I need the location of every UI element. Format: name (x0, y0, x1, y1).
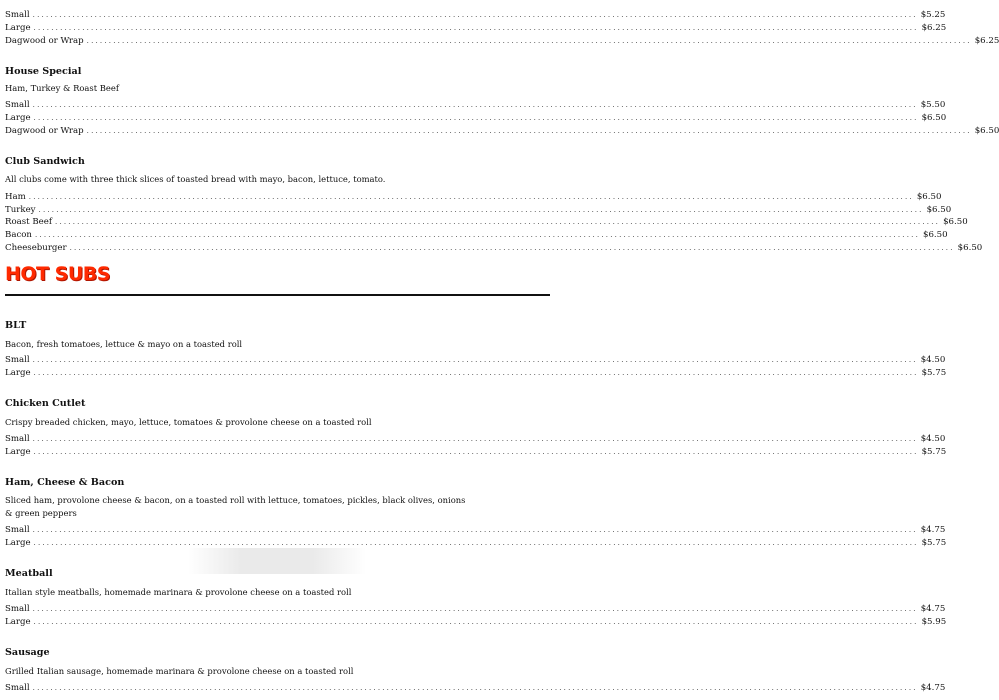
item-size: Small (5, 525, 30, 535)
dot-leader: ........................................................................................................................................................................................................ (32, 356, 918, 364)
price-row (5, 242, 983, 255)
dot-leader: ........................................................................................................................................................................................................ (33, 24, 919, 32)
item-price: $4.50 (920, 434, 946, 444)
item-size: Small (5, 100, 30, 110)
item-size: Dagwood or Wrap (5, 126, 84, 136)
dot-leader: ........................................................................................................................................................................................................ (86, 127, 972, 135)
dot-leader: ........................................................................................................................................................................................................ (55, 218, 941, 226)
item-price: $5.75 (921, 538, 947, 548)
item-price: $6.50 (957, 243, 983, 253)
dot-leader: ........................................................................................................................................................................................................ (32, 435, 918, 443)
item-price: $6.50 (926, 205, 952, 215)
item-description: Sliced ham, provolone cheese & bacon, on a toasted roll with lettuce, tomatoes, pickles, black olives, onions & green peppers (5, 495, 466, 518)
item-description: Crispy breaded chicken, mayo, lettuce, tomatoes & provolone cheese on a toasted roll (5, 417, 372, 427)
dot-leader: ........................................................................................................................................................................................................ (33, 114, 919, 122)
item-price: $4.75 (920, 525, 946, 535)
item-title-ham-cheese-bacon: Ham, Cheese & Bacon (5, 477, 125, 488)
item-description: Grilled Italian sausage, homemade marinara & provolone cheese on a toasted roll (5, 666, 354, 676)
item-price: $5.25 (920, 10, 946, 20)
item-price: $5.95 (921, 617, 947, 627)
item-size: Bacon (5, 230, 32, 240)
price-row (5, 446, 947, 459)
price-row (5, 22, 947, 35)
price-row (5, 35, 999, 48)
item-title-club-sandwich: Club Sandwich (5, 156, 85, 167)
item-title-chicken-cutlet: Chicken Cutlet (5, 398, 86, 409)
price-row (5, 112, 947, 125)
item-size: Large (5, 23, 31, 33)
dot-leader: ........................................................................................................................................................................................................ (32, 101, 918, 109)
price-row (5, 603, 946, 616)
item-size: Small (5, 604, 30, 614)
dot-leader: ........................................................................................................................................................................................................ (33, 448, 919, 456)
item-price: $6.25 (974, 36, 999, 46)
price-row (5, 191, 942, 204)
dot-leader: ........................................................................................................................................................................................................ (32, 684, 918, 692)
item-size: Large (5, 368, 31, 378)
item-size: Small (5, 355, 30, 365)
dot-leader: ........................................................................................................................................................................................................ (69, 244, 955, 252)
item-price: $4.50 (920, 355, 946, 365)
item-size: Small (5, 10, 30, 20)
dot-leader: ........................................................................................................................................................................................................ (32, 605, 918, 613)
item-size: Large (5, 538, 31, 548)
item-size: Large (5, 113, 31, 123)
price-row (5, 229, 948, 242)
item-size: Turkey (5, 205, 36, 215)
item-price: $6.50 (921, 113, 947, 123)
item-price: $6.50 (943, 217, 968, 227)
item-description: Bacon, fresh tomatoes, lettuce & mayo on a toasted roll (5, 339, 243, 349)
price-row (5, 354, 946, 367)
price-row (5, 682, 946, 695)
item-size: Dagwood or Wrap (5, 36, 84, 46)
section-heading-hot-subs: HOT SUBS (5, 263, 110, 285)
price-row (5, 9, 946, 22)
price-row (5, 524, 946, 537)
dot-leader: ........................................................................................................................................................................................................ (38, 206, 924, 214)
item-size: Ham (5, 192, 26, 202)
dot-leader: ........................................................................................................................................................................................................ (33, 369, 919, 377)
item-price: $4.75 (920, 683, 946, 693)
item-price: $6.50 (923, 230, 948, 240)
item-price: $6.25 (921, 23, 947, 33)
dot-leader: ........................................................................................................................................................................................................ (33, 618, 919, 626)
dot-leader: ........................................................................................................................................................................................................ (86, 37, 972, 45)
item-size: Cheeseburger (5, 243, 67, 253)
price-row (5, 99, 946, 112)
item-price: $4.75 (920, 604, 946, 614)
dot-leader: ........................................................................................................................................................................................................ (34, 231, 920, 239)
price-row (5, 216, 968, 229)
item-description: Ham, Turkey & Roast Beef (5, 83, 119, 93)
section-divider (5, 294, 550, 296)
item-title-blt: BLT (5, 320, 27, 331)
dot-leader: ........................................................................................................................................................................................................ (32, 526, 918, 534)
price-row (5, 125, 999, 138)
item-price: $6.50 (974, 126, 999, 136)
item-size: Small (5, 683, 30, 693)
item-size: Roast Beef (5, 217, 53, 227)
dot-leader: ........................................................................................................................................................................................................ (32, 11, 918, 19)
faded-watermark (188, 548, 366, 574)
item-title-meatball: Meatball (5, 568, 53, 579)
item-description: All clubs come with three thick slices of toasted bread with mayo, bacon, lettuce, tomato. (5, 174, 386, 184)
item-size: Large (5, 447, 31, 457)
item-price: $5.75 (921, 447, 947, 457)
price-row (5, 616, 947, 629)
item-description: Italian style meatballs, homemade marinara & provolone cheese on a toasted roll (5, 587, 352, 597)
item-title-house-special: House Special (5, 66, 82, 77)
item-price: $6.50 (916, 192, 942, 202)
item-title-sausage: Sausage (5, 647, 50, 658)
item-price: $5.75 (921, 368, 947, 378)
item-size: Small (5, 434, 30, 444)
dot-leader: ........................................................................................................................................................................................................ (28, 193, 914, 201)
price-row (5, 367, 947, 380)
dot-leader: ........................................................................................................................................................................................................ (33, 539, 919, 547)
price-row (5, 433, 946, 446)
item-size: Large (5, 617, 31, 627)
item-price: $5.50 (920, 100, 946, 110)
